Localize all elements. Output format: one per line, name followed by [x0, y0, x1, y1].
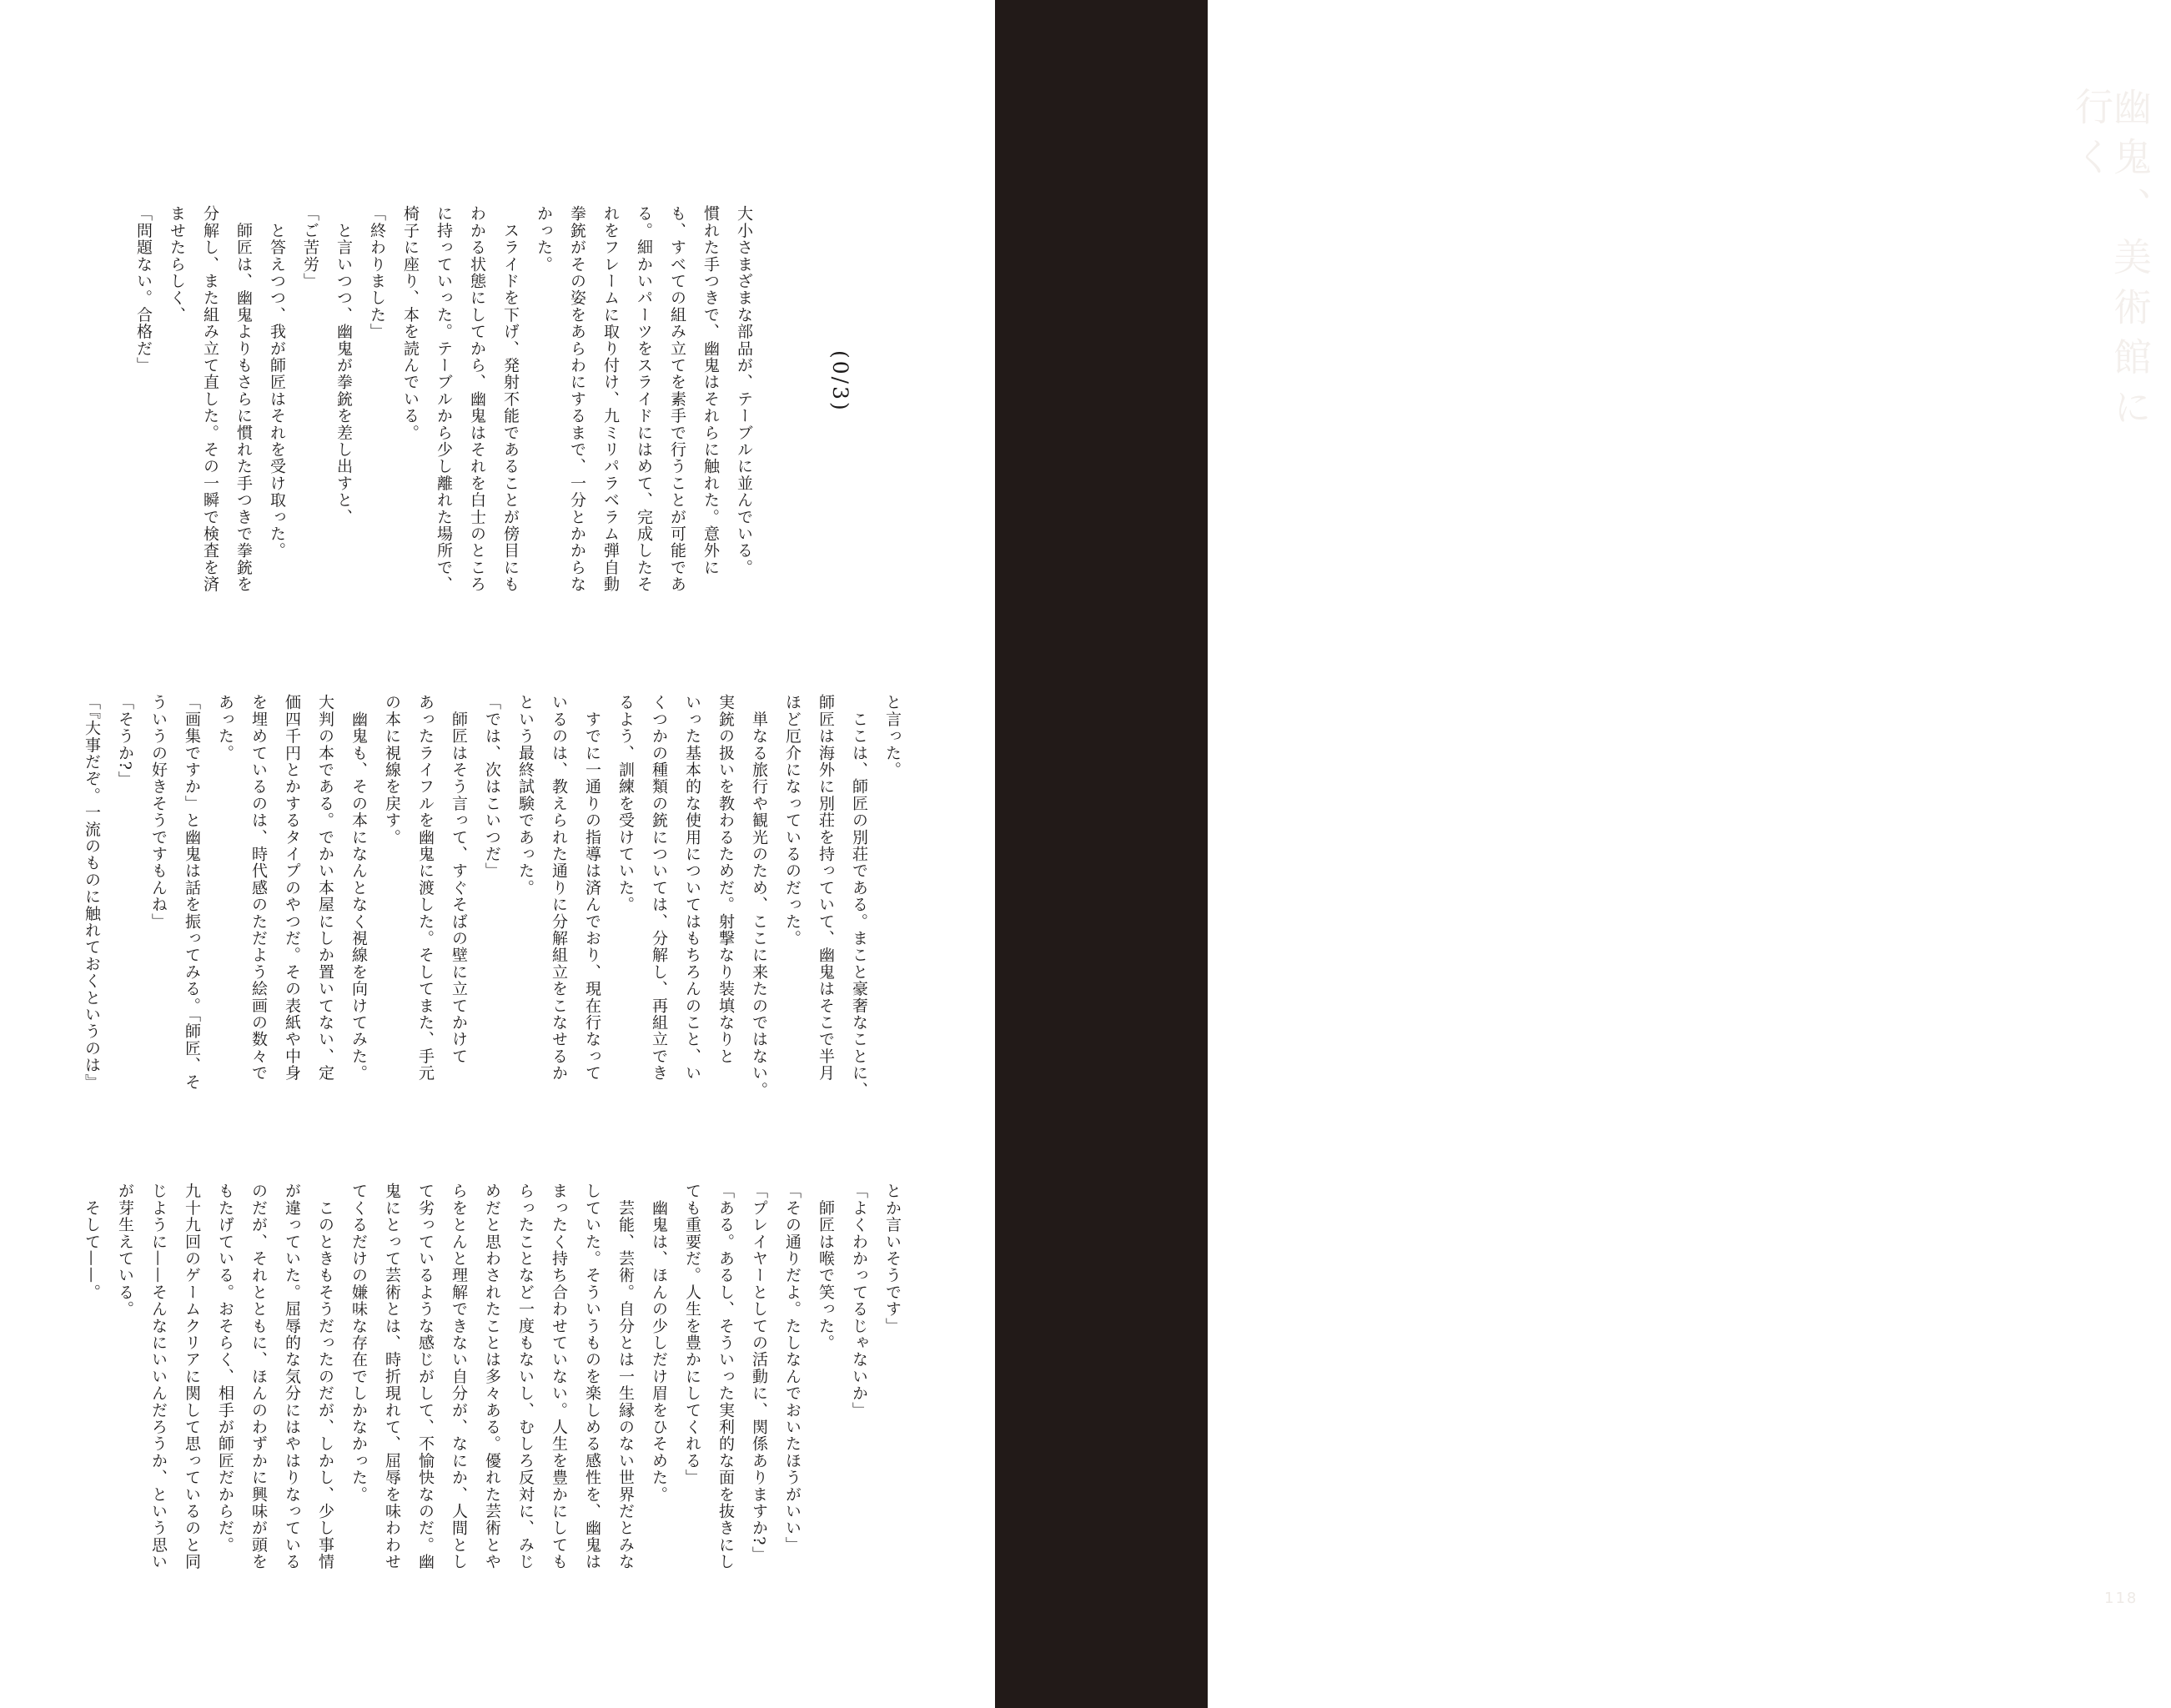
page-number: 118 [2104, 1590, 2138, 1607]
text-block-middle: と言った。 ここは、師匠の別荘である。まこと豪奢なことに、 師匠は海外に別荘を持っていて、幽鬼はそこで半月 ほど厄介になっているのだった。 単なる旅行や観光のため、ここに来たのではない。 実銃の扱いを教わるためだ。射撃なり装填なりと いった基本的な使用についてはもちろんのこと、い くつかの種類の銃については、分解し、再組立でき るよう、訓練を受けていた。 すでに一通りの指導は済んでおり、現在行なって いるのは、教えられた通りに分解組立をこなせるか という最終試験であった。 「では、次はこいつだ」 師匠はそう言って、すぐそばの壁に立てかけて あったライフルを幽鬼に渡した。そしてまた、手元 の本に視線を戻す。 幽鬼も、その本になんとなく視線を向けてみた。 大判の本である。でかい本屋にしか置いてない、定 価四千円とかするタイプのやつだ。その表紙や中身 を埋めているのは、時代感のただよう絵画の数々で あった。 「画集ですか」と幽鬼は話を振ってみる。「師匠、そ ういうの好きそうですもんね」 「そうか?」 「『大事だぞ。一流のものに触れておくというのは』 [83, 694, 902, 1098]
text-block-top: 大小さまざまな部品が、テーブルに並んでいる。 慣れた手つきで、幽鬼はそれらに触れた。意外に も、すべての組み立てを素手で行うことが可能であ る。細かいパーツをスライドにはめて、完成したそ れをフレームに取り付け、九ミリパラベラム弾自動 拳銃がその姿をあらわにするまで、一分とかからな かった。 スライドを下げ、発射不能であることが傍目にも わかる状態にしてから、幽鬼はそれを白士のところ に持っていった。テーブルから少し離れた場所で、 椅子に座り、本を読んでいる。 「終わりました」 と言いつつ、幽鬼が拳銃を差し出すと、 「ご苦労」 と答えつつ、我が師匠はそれを受け取った。 師匠は、幽鬼よりもさらに慣れた手つきで拳銃を 分解し、また組み立て直した。その一瞬で検査を済 ませたらしく、 「問題ない。合格だ」 [134, 205, 753, 593]
section-marker: (0/3) [828, 350, 852, 413]
text-block-bottom: とか言いそうです」 「よくわかってるじゃないか」 師匠は喉で笑った。 「その通りだよ。たしなんでおいたほうがいい」 「プレイヤーとしての活動に、関係ありますか?」 「ある。あるし、そういった実利的な面を抜きにし ても重要だ。人生を豊かにしてくれる」 幽鬼は、ほんの少しだけ眉をひそめた。 芸能、芸術。自分とは一生縁のない世界だとみな していた。そういうものを楽しめる感性を、幽鬼は まったく持ち合わせていない。人生を豊かにしても らったことなど一度もないし、むしろ反対に、みじ めだと思わされたことは多々ある。優れた芸術とや らをとんと理解できない自分が、なにか、人間とし て劣っているような感じがして、不愉快なのだ。幽 鬼にとって芸術とは、時折現れて、屈辱を味わわせ てくるだけの嫌味な存在でしかなかった。 このときもそうだったのだが、しかし、少し事情 が違っていた。屈辱的な気分にはやはりなっている のだが、それとともに、ほんのわずかに興味が頭を もたげている。おそらく、相手が師匠だからだ。 九十九回のゲームクリアに関して思っているのと同 じように——そんなにいいんだろうか、という思い が芽生えている。 そして——。 [83, 1183, 902, 1570]
chapter-sidebar [995, 0, 2153, 1708]
chapter-title: 幽鬼、美術館に行く [2069, 87, 2153, 437]
